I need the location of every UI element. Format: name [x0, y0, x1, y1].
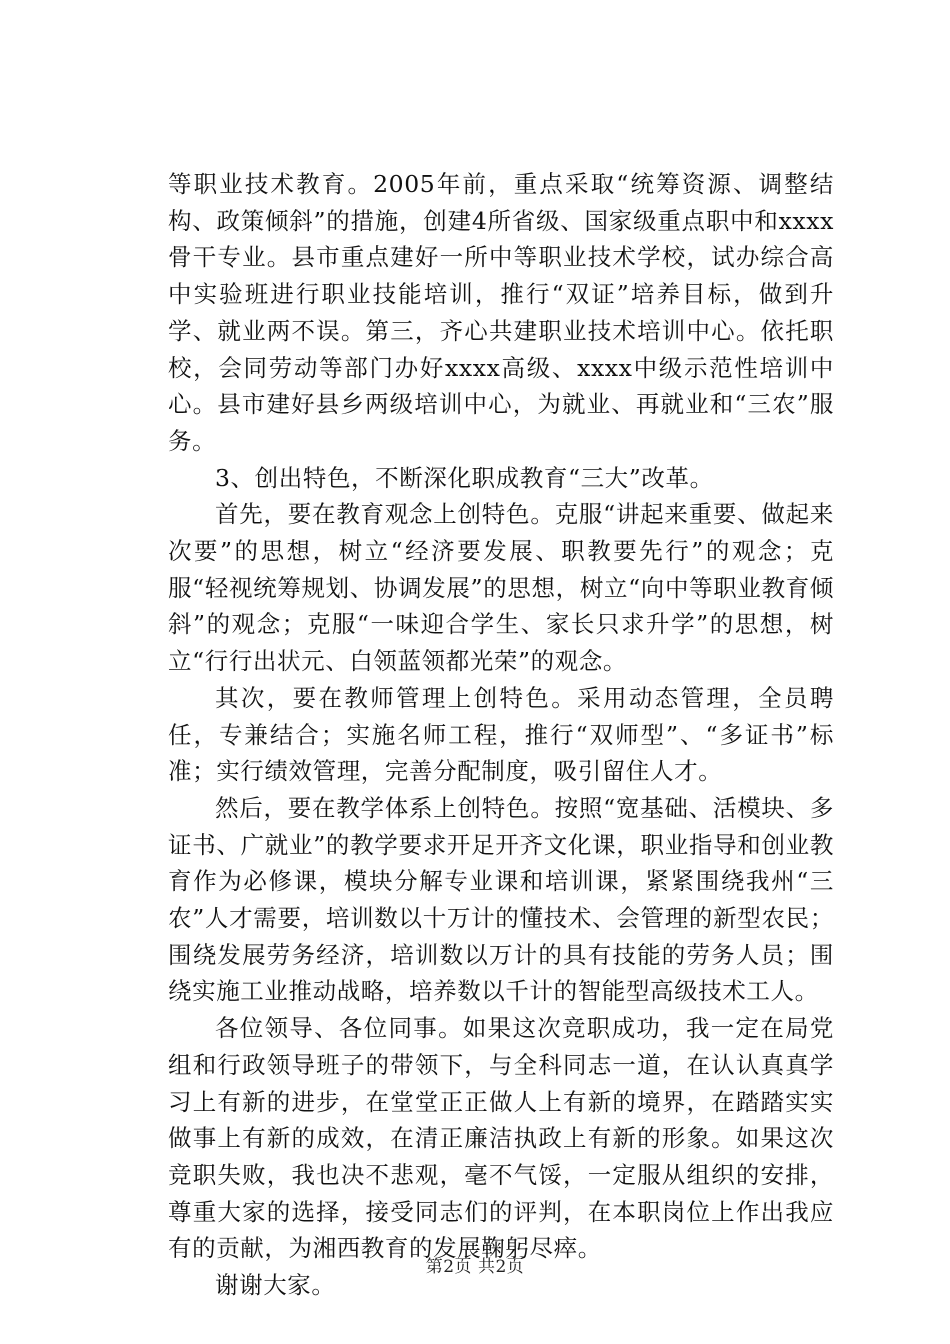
page-number-footer: 第2页 共2页 [425, 1257, 525, 1277]
paragraph-thanks: 谢谢大家。 [215, 1271, 336, 1300]
document-body [168, 166, 834, 1304]
paragraph-closing: 各位领导、各位同事。如果这次竞职成功，我一定在局党组和行政领导班子的带领下，与全科同志一道，在认认真真学习上有新的进步，在堂堂正正做人上有新的境界，在踏踏实实做事上有新的成效，在清正廉洁执政上有新的形象。如果这次竞职失败，我也决不悲观，毫不气馁，一定服从组织的安排，尊重大家的选择，接受同志们的评判，在本职岗位上作出我应有的贡献，为湘西教育的发展鞠躬尽瘁。 [168, 1014, 834, 1263]
paragraph-then: 然后，要在教学体系上创特色。按照“宽基础、活模块、多证书、广就业”的教学要求开足开齐文化课，职业指导和创业教育作为必修课，模块分解专业课和培训课，紧紧围绕我州“三农”人才需要，培训数以十万计的懂技术、会管理的新型农民；围绕发展劳务经济，培训数以万计的具有技能的劳务人员；围绕实施工业推动战略，培养数以千计的智能型高级技术工人。 [168, 793, 834, 1006]
paragraph-continuation: 等职业技术教育。2005年前，重点采取“统筹资源、调整结构、政策倾斜”的措施，创建4所省级、国家级重点职中和xxxx骨干专业。县市重点建好一所中等职业技术学校，试办综合高中实验班进行职业技能培训，推行“双证”培养目标，做到升学、就业两不误。第三，齐心共建职业技术培训中心。依托职校，会同劳动等部门办好xxxx高级、xxxx中级示范性培训中心。县市建好县乡两级培训中心，为就业、再就业和“三农”服务。 [168, 170, 834, 455]
paragraph-second: 其次，要在教师管理上创特色。采用动态管理，全员聘任，专兼结合；实施名师工程，推行“双师型”、“多证书”标准；实行绩效管理，完善分配制度，吸引留住人才。 [168, 683, 834, 786]
paragraph-first: 首先，要在教育观念上创特色。克服“讲起来重要、做起来次要”的思想，树立“经济要发展、职教要先行”的观念；克服“轻视统筹规划、协调发展”的思想，树立“向中等职业教育倾斜”的观念；克服“一味迎合学生、家长只求升学”的思想，树立“行行出状元、白领蓝领都光荣”的观念。 [168, 500, 834, 676]
section-heading-3: 3、创出特色，不断深化职成教育“三大”改革。 [215, 463, 714, 492]
